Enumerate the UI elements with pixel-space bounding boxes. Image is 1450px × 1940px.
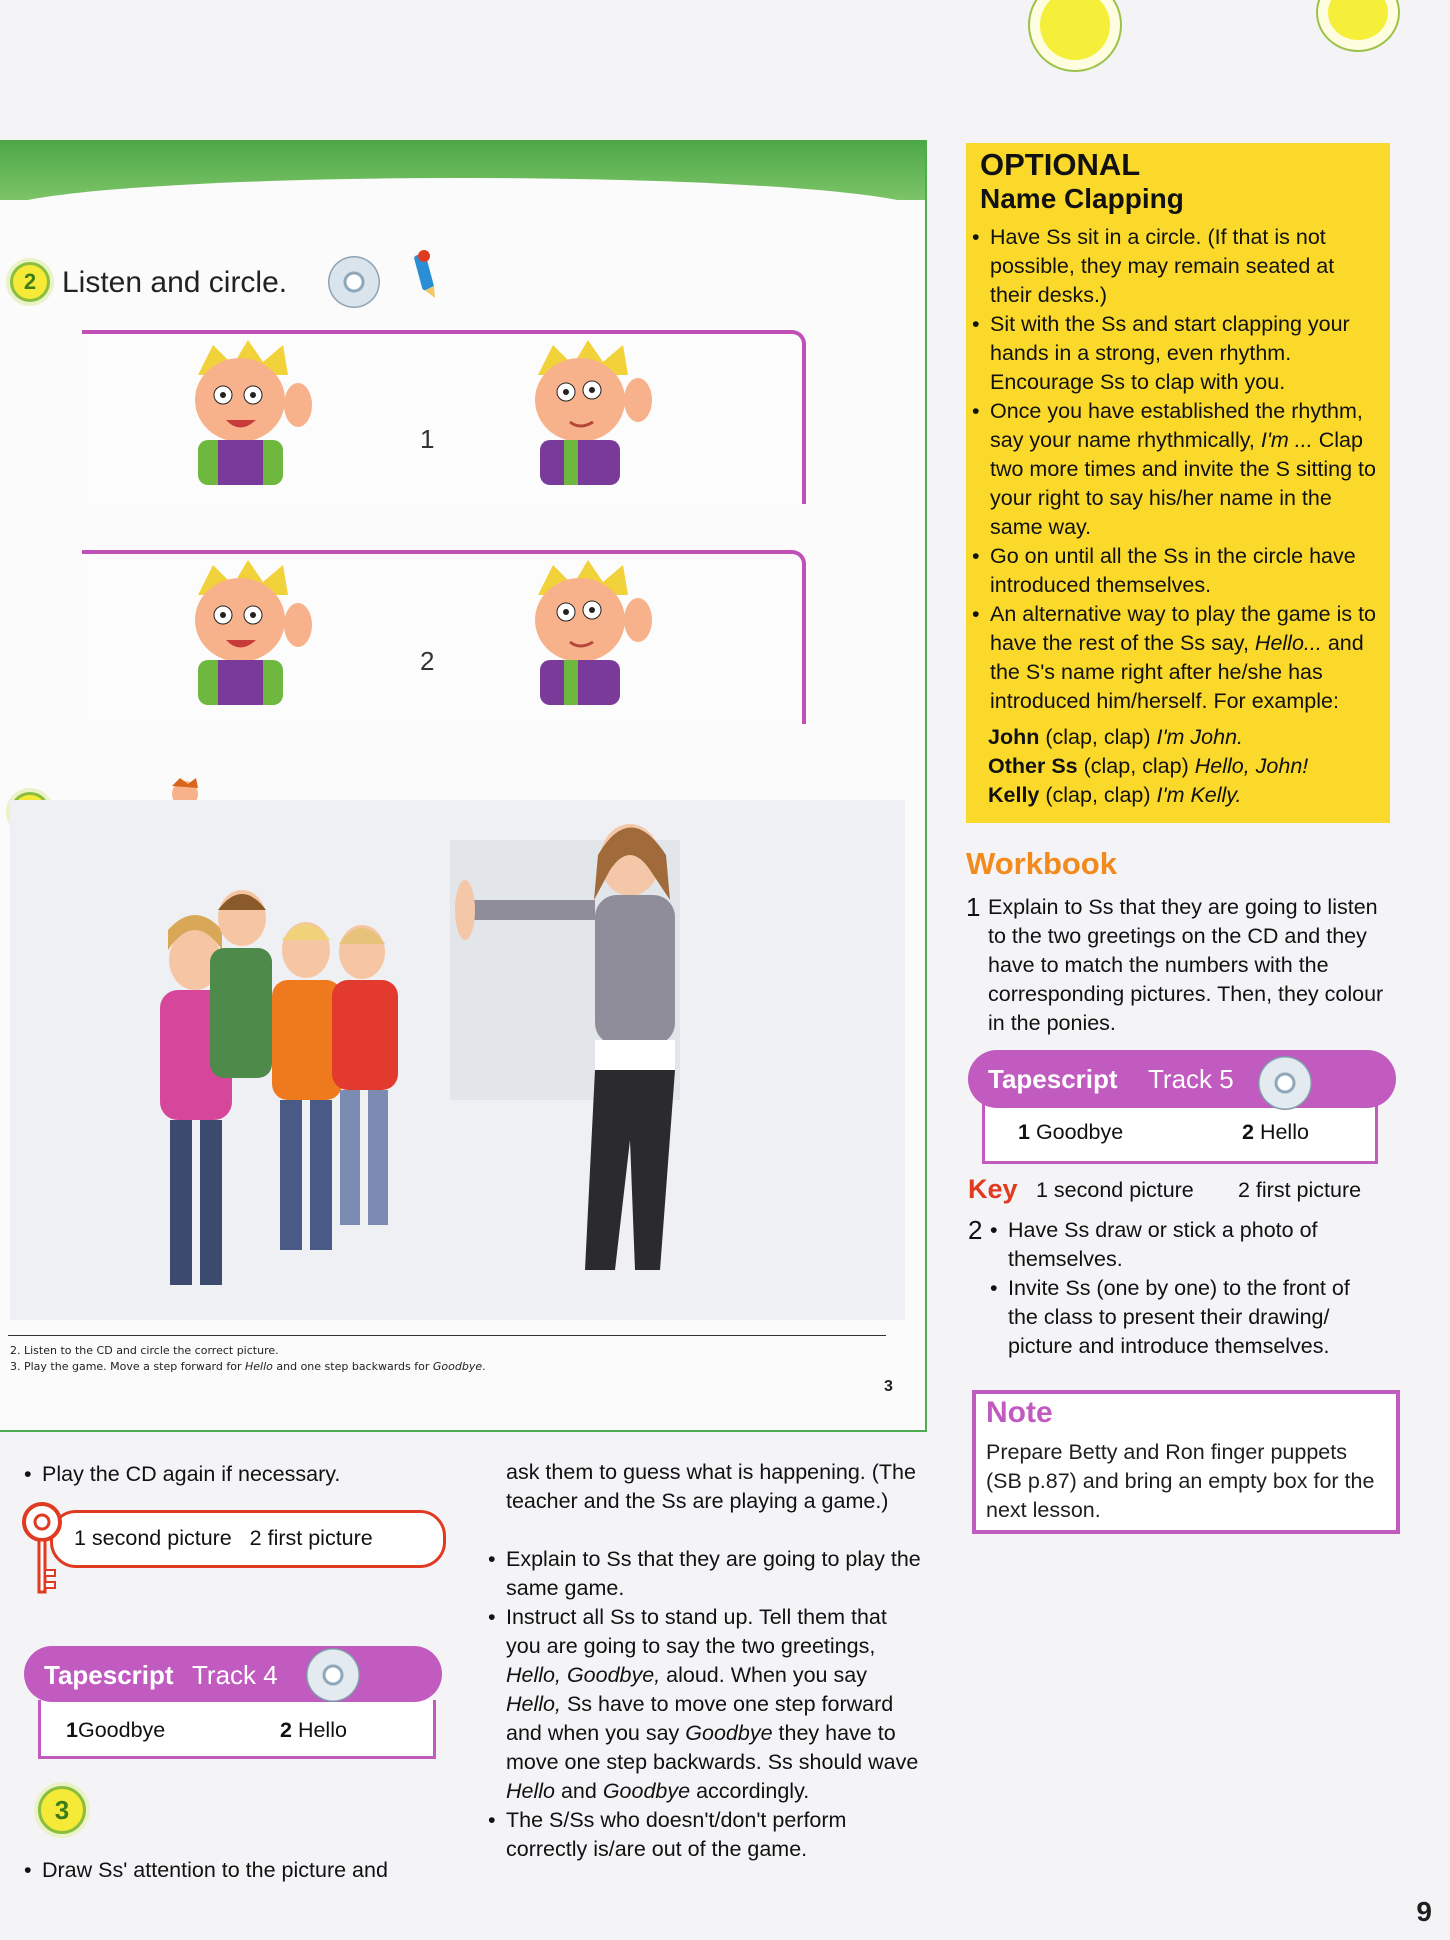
exercise-heading: Listen and circle.	[62, 266, 288, 299]
boy-waving-picture[interactable]	[518, 340, 678, 490]
workbook-item-number: 1	[966, 892, 981, 922]
tapescript-label: Tapescript	[988, 1064, 1118, 1094]
teacher-notes-middle-intro: ask them to guess what is happening. (The teacher and the Ss are playing a game.)	[506, 1460, 916, 1513]
cd-icon[interactable]	[1258, 1056, 1312, 1110]
workbook-title: Workbook	[966, 846, 1117, 881]
workbook-item-number: 2	[968, 1215, 983, 1245]
list-item: • An alternative way to play the game is to have the rest of the Ss say, Hello... and the S's name right after he/she has introduced him/herself. For example:	[972, 600, 1380, 716]
cd-icon	[328, 256, 380, 308]
flower-decoration	[1328, 0, 1388, 40]
list-item: • Have Ss draw or stick a photo of themselves.	[990, 1216, 1385, 1274]
note-title: Note	[986, 1396, 1053, 1429]
picture-pair-number: 2	[420, 646, 435, 676]
teacher-notes-middle	[488, 1545, 924, 1864]
optional-steps	[972, 223, 1380, 716]
caption-exercise-3: 3. Play the game. Move a step forward for Hello and one step backwards for Goodbye.	[10, 1360, 486, 1373]
key-answers-text: 1 second picture 2 first picture	[74, 1526, 373, 1550]
key-answer: 2 first picture	[1238, 1178, 1362, 1202]
tapescript-label: Tapescript	[44, 1660, 174, 1690]
list-item: • Explain to Ss that they are going to play the same game.	[488, 1545, 924, 1603]
list-item: • Invite Ss (one by one) to the front of the class to present their drawing/ picture and introduce themselves.	[990, 1274, 1385, 1361]
boy-waving-picture[interactable]	[178, 340, 338, 490]
teacher-notes-left-bottom	[24, 1856, 444, 1885]
key-label: Key	[968, 1174, 1018, 1204]
workbook-item-1-text: Explain to Ss that they are going to listen to the two greetings on the CD and they have to match the numbers with the corresponding pictures. Then, they colour in the ponies.	[988, 895, 1384, 1035]
list-item: • Instruct all Ss to stand up. Tell them that you are going to say the two greetings, Hello, Goodbye, aloud. When you say Hello, Ss have to move one step forward and when you say Goodbye they have to move one step backwards. Ss should wave Hello and Goodbye accordingly.	[488, 1603, 924, 1806]
tapescript-answer: 1 Goodbye	[1018, 1120, 1124, 1144]
tapescript-answer: 2 Hello	[1242, 1120, 1309, 1144]
picture-pair-number: 1	[420, 424, 435, 454]
optional-title: OPTIONAL	[980, 147, 1141, 182]
optional-subtitle: Name Clapping	[980, 183, 1184, 214]
list-item: • Sit with the Ss and start clapping your hands in a strong, even rhythm. Encourage Ss to clap with you.	[972, 310, 1380, 397]
teacher-notes-left	[24, 1460, 444, 1489]
boy-waving-picture[interactable]	[518, 560, 678, 710]
tapescript-track: Track 5	[1148, 1064, 1234, 1094]
key-answer: 1 second picture	[1036, 1178, 1194, 1202]
list-item: • Have Ss sit in a circle. (If that is not possible, they may remain seated at their desks.)	[972, 223, 1380, 310]
list-item: • Go on until all the Ss in the circle have introduced themselves.	[972, 542, 1380, 600]
example-line: John (clap, clap) I'm John.	[988, 725, 1244, 749]
list-item: • The S/Ss who doesn't/don't perform correctly is/are out of the game.	[488, 1806, 924, 1864]
note-box	[972, 1390, 1400, 1534]
exercise-number: 2	[10, 262, 50, 302]
tapescript-track: Track 4	[192, 1660, 278, 1690]
caption-divider	[8, 1335, 886, 1336]
example-line: Kelly (clap, clap) I'm Kelly.	[988, 783, 1242, 807]
list-item: • Play the CD again if necessary.	[24, 1460, 444, 1489]
key-icon	[20, 1500, 68, 1600]
caption-exercise-2: 2. Listen to the CD and circle the correct picture.	[10, 1344, 279, 1357]
exercise-number: 3	[38, 1786, 86, 1834]
tapescript-answer: 1Goodbye	[66, 1718, 166, 1742]
example-line: Other Ss (clap, clap) Hello, John!	[988, 754, 1309, 778]
pencil-icon	[404, 246, 444, 306]
list-item: • Draw Ss' attention to the picture and	[24, 1856, 444, 1885]
classroom-game-photo	[10, 760, 905, 1320]
boy-waving-picture[interactable]	[178, 560, 338, 710]
workbook-item-2-steps	[990, 1216, 1385, 1361]
note-text: Prepare Betty and Ron finger puppets (SB p.87) and bring an empty box for the next lesson.	[986, 1440, 1375, 1522]
sb-page-number: 3	[884, 1378, 893, 1395]
flower-decoration	[1040, 0, 1110, 60]
page-number: 9	[1416, 1896, 1432, 1927]
optional-activity-box	[966, 143, 1390, 823]
tapescript-answer: 2 Hello	[280, 1718, 347, 1742]
cd-icon[interactable]	[306, 1648, 360, 1702]
list-item: • Once you have established the rhythm, say your name rhythmically, I'm ... Clap two more times and invite the S sitting to your right to say his/her name in the same way.	[972, 397, 1380, 542]
